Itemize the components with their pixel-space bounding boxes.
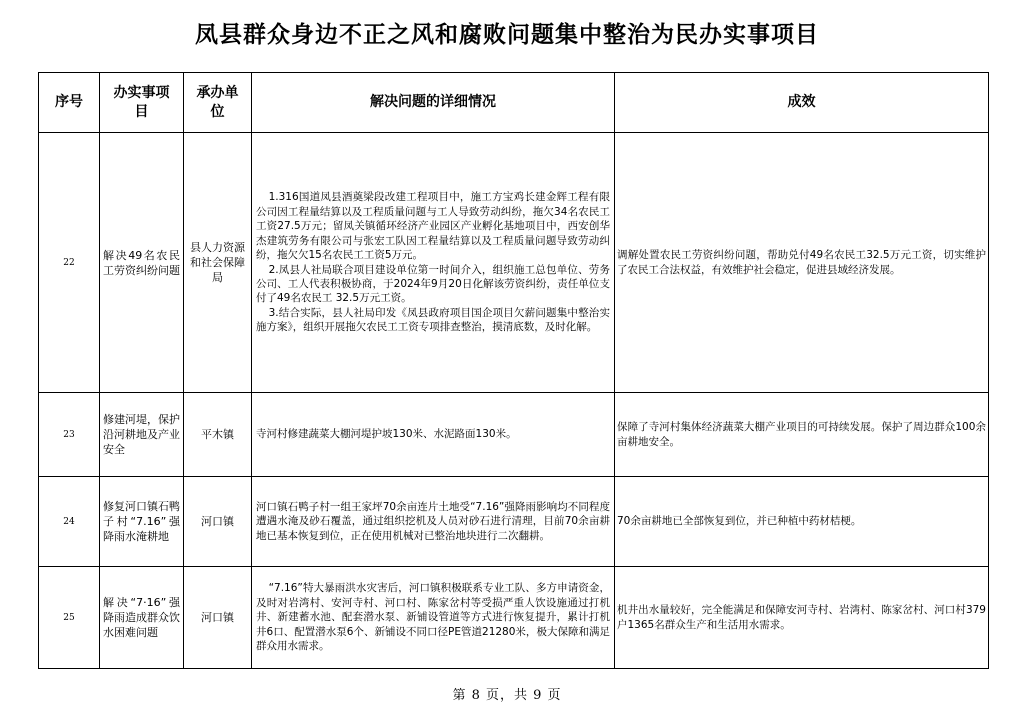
header-seq: 序号 (39, 73, 100, 133)
detail-paragraph: 寺河村修建蔬菜大棚河堤护坡130米、水泥路面130米。 (256, 428, 517, 441)
detail-paragraph: 1.316国道凤县酒奠梁段改建工程项目中，施工方宝鸡长建金辉工程有限公司因工程量结算以及工程质量问题与工人导致劳动纠纷，拖欠34名农民工工资27.5万元；留凤关镇循环经济产业园区产业孵化基地项目中，西安创华杰建筑劳务有限公司与张宏工队因工程量结算以及工程质量问题导致劳动纠纷，拖欠欠15名农民工工资5万元。 (256, 191, 610, 262)
detail-paragraph: 3.结合实际，县人社局印发《凤县政府项目国企项目欠薪问题集中整治实施方案》，组织开展拖欠农民工工资专项排查整治，摸清底数，及时化解。 (256, 306, 610, 334)
table-row (39, 567, 989, 669)
table-row (39, 477, 989, 567)
table-row (39, 133, 989, 393)
page-footer: 第 8 页，共 9 页 (452, 688, 562, 703)
header-detail: 解决问题的详细情况 (252, 73, 615, 133)
table-row (39, 393, 989, 477)
row-item: 解决49名农民工劳资纠纷问题 (100, 133, 184, 393)
row-detail (252, 133, 615, 393)
row-item: 解决“7·16”强降雨造成群众饮水困难问题 (100, 567, 184, 669)
row-detail (252, 393, 615, 477)
row-unit: 河口镇 (184, 567, 252, 669)
row-seq: 24 (39, 477, 100, 567)
detail-paragraph: 河口镇石鸭子村一组王家坪70余亩连片土地受“7.16”强降雨影响均不同程度遭遇水淹及砂石覆盖，通过组织挖机及人员对砂石进行清理，目前70余亩耕地已基本恢复到位，正在使用机械对已整治地块进行二次翻耕。 (256, 500, 610, 542)
row-unit: 县人力资源和社会保障局 (184, 133, 252, 393)
document-title: 凤县群众身边不正之风和腐败问题集中整治为民办实事项目 (195, 21, 819, 48)
projects-table (38, 72, 989, 669)
row-item: 修建河堤，保护沿河耕地及产业安全 (100, 393, 184, 477)
row-detail (252, 477, 615, 567)
header-item: 办实事项目 (100, 73, 184, 133)
row-result: 保障了寺河村集体经济蔬菜大棚产业项目的可持续发展。保护了周边群众100余亩耕地安全。 (615, 393, 989, 477)
detail-paragraph: “7.16”特大暴雨洪水灾害后，河口镇积极联系专业工队、多方申请资金，及时对岩湾村、安河寺村、河口村、陈家岔村等受损严重人饮设施通过打机井、新建蓄水池、配套潜水泵、新铺设管道等方式进行恢复提升，累计打机井6口、配置潜水泵6个、新铺设不同口径PE管道21280米，极大保障和满足群众用水需求。 (256, 582, 610, 653)
table-header-row (39, 73, 989, 133)
detail-paragraph: 2.凤县人社局联合项目建设单位第一时间介入，组织施工总包单位、劳务公司、工人代表积极协商，于2024年9月20日化解该劳资纠纷，责任单位支付了49名农民工 32.5万元工资。 (256, 263, 610, 305)
row-seq: 25 (39, 567, 100, 669)
header-unit: 承办单位 (184, 73, 252, 133)
row-unit: 河口镇 (184, 477, 252, 567)
header-result: 成效 (615, 73, 989, 133)
row-result: 调解处置农民工劳资纠纷问题，帮助兑付49名农民工32.5万元工资，切实维护了农民工合法权益，有效维护社会稳定，促进县域经济发展。 (615, 133, 989, 393)
row-item: 修复河口镇石鸭子村“7.16”强降雨水淹耕地 (100, 477, 184, 567)
row-result: 70余亩耕地已全部恢复到位，并已种植中药材桔梗。 (615, 477, 989, 567)
row-detail (252, 567, 615, 669)
row-unit: 平木镇 (184, 393, 252, 477)
row-seq: 22 (39, 133, 100, 393)
row-result: 机井出水量较好，完全能满足和保障安河寺村、岩湾村、陈家岔村、河口村379户1365名群众生产和生活用水需求。 (615, 567, 989, 669)
row-seq: 23 (39, 393, 100, 477)
